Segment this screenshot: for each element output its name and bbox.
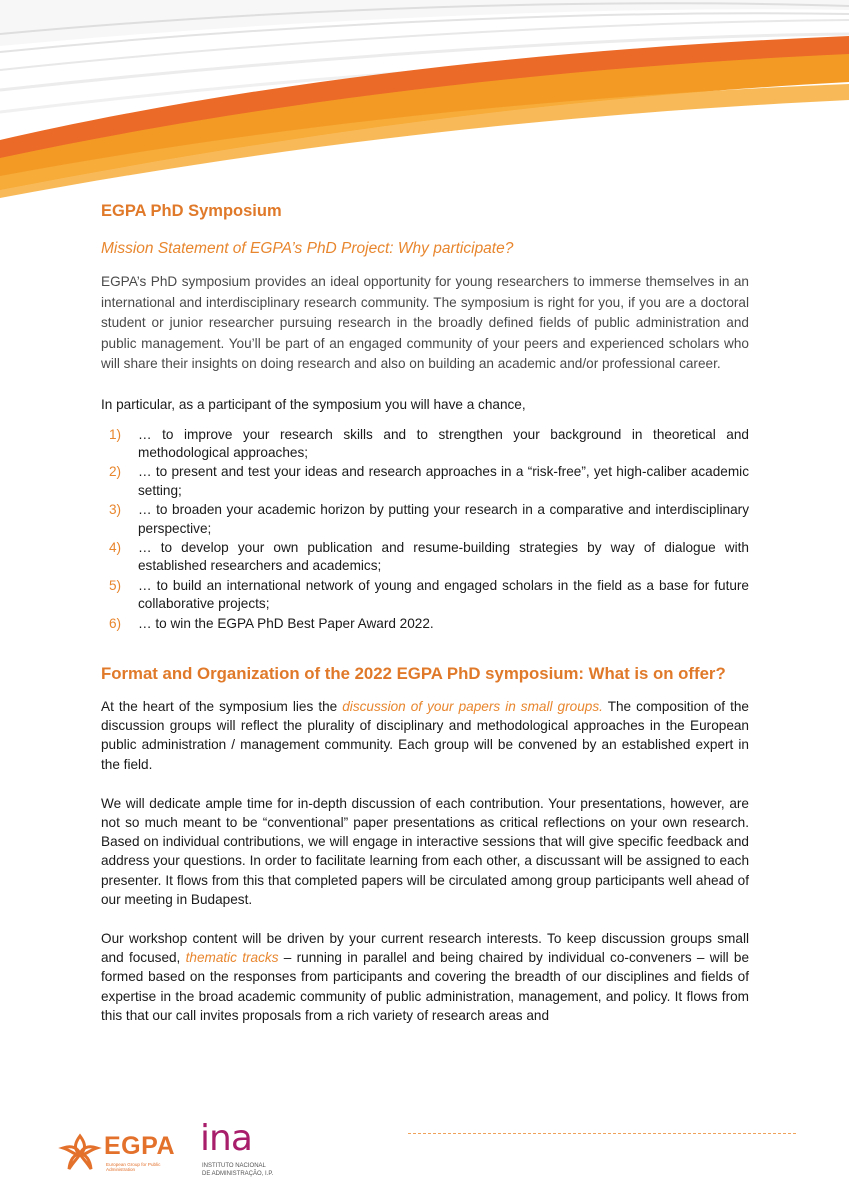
list-item-text: … to improve your research skills and to strengthen your background in theoretical and methodological approaches;: [138, 426, 749, 460]
list-item-text: … to develop your own publication and resume-building strategies by way of dialogue with established researchers and academics;: [138, 540, 749, 574]
intro-paragraph: EGPA’s PhD symposium provides an ideal opportunity for young researchers to immerse themselves in an international and interdisciplinary research community. The symposium is right for you, if you are a doctoral student or junior researcher pursuing research in the broadly defined fields of public administration and public management. You’ll be part of an engaged community of your peers and experienced scholars who will share their insights on doing research and also on building an academic and/or professional career.: [101, 274, 749, 372]
format-paragraph-1: At the heart of the symposium lies the discussion of your papers in small groups. The composition of the discussion groups will reflect the plurality of disciplinary and methodological approaches in the European public administration / management community. Each group will be convened by an established expert in the field.: [101, 699, 749, 772]
list-item-number: 1): [109, 426, 122, 442]
list-item-number: 5): [109, 577, 122, 593]
list-item-text: … to win the EGPA PhD Best Paper Award 2022.: [138, 615, 434, 631]
list-item-number: 4): [109, 540, 122, 555]
list-item: [101, 615, 749, 633]
chance-list: [101, 426, 749, 633]
egpa-tagline: European Group for Public Administration: [106, 1162, 161, 1173]
egpa-logo-text: EGPA: [104, 1132, 175, 1160]
page-content: [101, 202, 749, 1025]
format-section-title: Format and Organization of the 2022 EGPA PhD symposium: What is on offer?: [101, 664, 726, 684]
section-title: EGPA PhD Symposium: [101, 202, 282, 220]
list-item: [101, 501, 749, 538]
list-item-text: … to present and test your ideas and research approaches in a “risk-free”, yet high-caliber academic setting;: [138, 464, 749, 498]
list-item: [101, 577, 749, 614]
list-item-number: 2): [109, 464, 122, 480]
ina-institution-name: INSTITUTO NACIONAL DE ADMINISTRAÇÃO, I.P.: [202, 1163, 274, 1177]
list-item-number: 3): [109, 502, 122, 518]
list-item: [101, 426, 749, 463]
lead-in-paragraph: In particular, as a participant of the symposium you will have a chance,: [101, 396, 526, 412]
format-paragraph-3: Our workshop content will be driven by your current research interests. To keep discussion groups small and focused, thematic tracks – running in parallel and being chaired by individual co-conveners – will be formed based on the responses from participants and covering the breadth of our disciplines and fields of expertise in the broad academic community of public administration, management, and policy. It flows from this that our call invites proposals from a rich variety of research areas and: [101, 931, 750, 1023]
format-paragraph-2: We will dedicate ample time for in-depth discussion of each contribution. Your presentations, however, are not so much meant to be “conventional” paper presentations as critical reflections on your own research. Based on individual contributions, we will engage in interactive sessions that will give specific feedback and address your questions. In order to facilitate learning from each other, a discussant will be assigned to each presenter. It flows from this that completed papers will be circulated among group participants well ahead of our meeting in Budapest.: [101, 795, 749, 907]
highlight-small-groups: discussion of your papers in small groups.: [342, 699, 603, 715]
header-wave-banner: [0, 0, 849, 200]
list-item: [101, 539, 749, 576]
list-item-number: 6): [109, 615, 122, 631]
footer-dashed-rule: [408, 1133, 796, 1134]
list-item: [101, 463, 749, 500]
mission-subtitle: Mission Statement of EGPA’s PhD Project: Why participate?: [101, 240, 514, 257]
highlight-thematic-tracks: thematic tracks: [185, 950, 279, 966]
page-footer: [0, 1110, 849, 1200]
list-item-text: … to build an international network of young and engaged scholars in the field as a base for future collaborative projects;: [138, 577, 749, 612]
ina-logo-text: ina: [200, 1118, 252, 1159]
list-item-text: … to broaden your academic horizon by putting your research in a comparative and interdisciplinary perspective;: [138, 502, 749, 536]
